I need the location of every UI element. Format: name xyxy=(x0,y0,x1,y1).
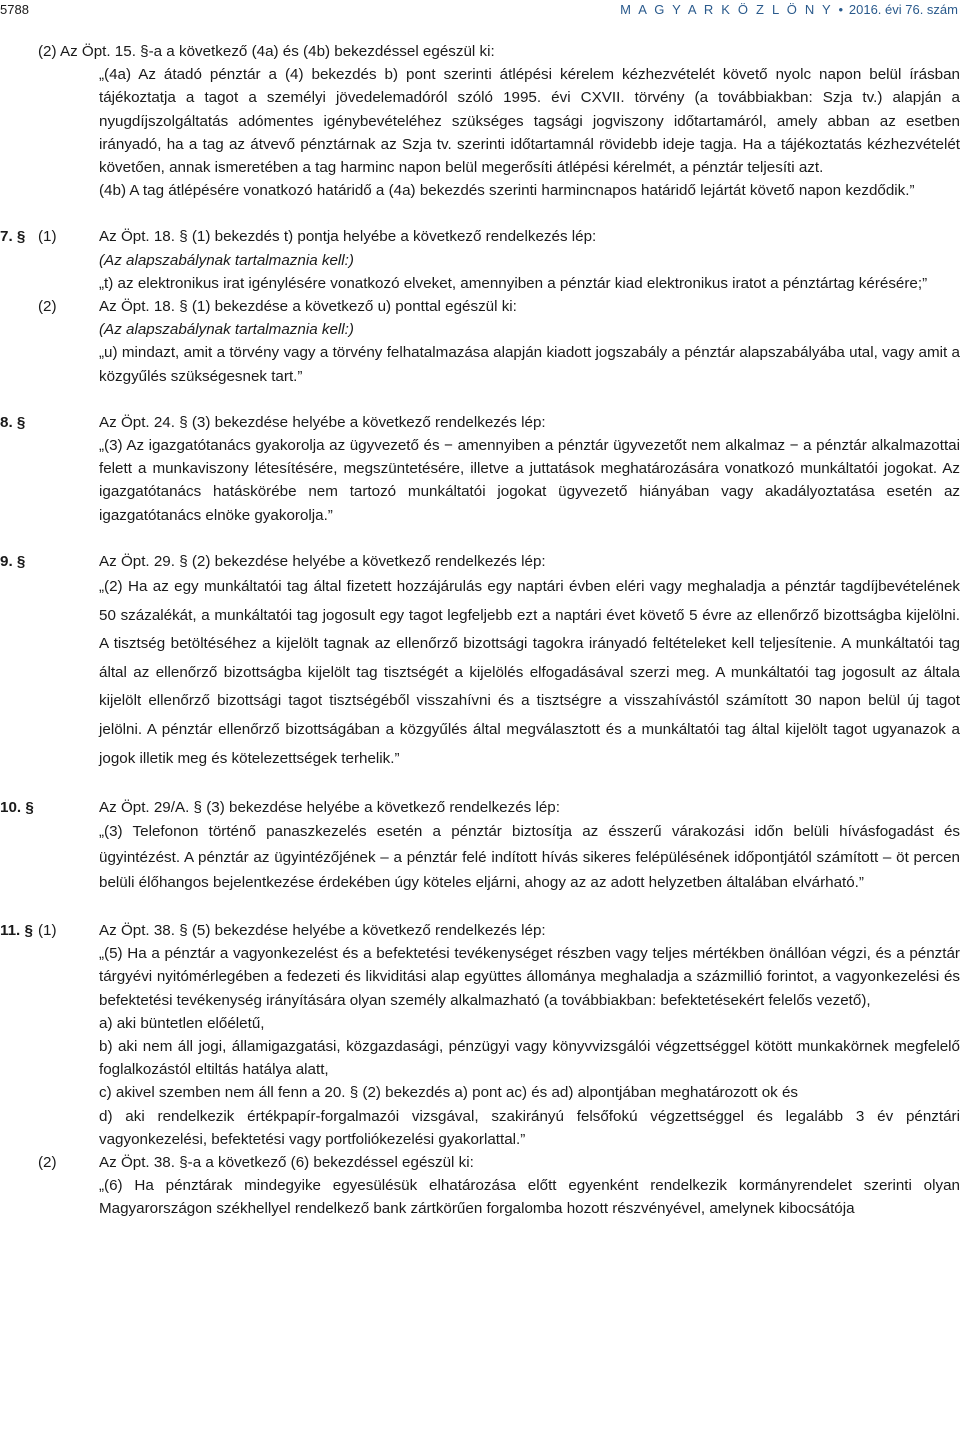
s7-paragraph-1-text: Az Öpt. 18. § (1) bekezdés t) pontja helyébe a következő rendelkezés lép: xyxy=(99,228,597,246)
section-9 xyxy=(0,550,960,573)
s9-text: Az Öpt. 29. § (2) bekezdése helyébe a következő rendelkezés lép: xyxy=(99,552,546,570)
s11-paragraph-1-quote: „(5) Ha a pénztár a vagyonkezelést és a befektetési tevékenységet részben vagy teljes mértékben önállóan végzi, és a pénztár tárgyévi nyitómérlegében a fedezeti és likviditási alap együttes állománya meghaladja a százmillió forintot, a vagyonkezelési és befektetési tevékenység irányítására olyan személy alkalmazható (a továbbiakban: befektetésekért felelős vezető), xyxy=(99,945,960,1009)
s10-text: Az Öpt. 29/A. § (3) bekezdése helyébe a következő rendelkezés lép: xyxy=(99,799,560,817)
section-11 xyxy=(0,919,960,942)
s11-paragraph-1-number: (1) xyxy=(38,921,57,939)
s11-paragraph-2-text: Az Öpt. 38. §-a a következő (6) bekezdéssel egészül ki: xyxy=(99,1153,474,1171)
s11-paragraph-2 xyxy=(0,1151,960,1174)
section-8-number: 8. § xyxy=(0,413,26,431)
section-10-number: 10. § xyxy=(0,799,34,817)
s7-paragraph-2-italic: (Az alapszabálynak tartalmaznia kell:) xyxy=(99,321,354,339)
s11-paragraph-2-number: (2) xyxy=(38,1153,57,1171)
s8-text: Az Öpt. 24. § (3) bekezdése helyébe a következő rendelkezés lép: xyxy=(99,413,546,431)
s7-paragraph-1-number: (1) xyxy=(38,228,57,246)
s7-paragraph-2-quote: „u) mindazt, amit a törvény vagy a törvény felhatalmazása alapján kiadott jogszabály a pénztár alapszabályába utal, vagy amit a közgyűlés szükségesnek tart.” xyxy=(99,344,960,385)
s6-paragraph-4a: „(4a) Az átadó pénztár a (4) bekezdés b) pont szerinti átlépési kérelem kézhezvételét követő nyolc napon belül írásban tájékoztatja a tagot a személyi jövedelemadóról szóló 1995. évi CXVII. törvény (a továbbiakban: Szja tv.) alapján a nyugdíjszolgáltatás adómentes igénybevételéhez szükséges tagsági jogviszony időtartamáról, amely abban az esetben irányadó, ha a tag az átvevő pénztárnak az Szja tv. szerinti időtartamnál rövidebb ideje tagja. Ha a tájékoztatás kézhezvételét követően, annak ismeretében a tag harminc napon belül megerősíti átlépési kérelmét, a pénztár teljesíti azt. xyxy=(99,66,960,177)
section-7 xyxy=(0,225,960,248)
s6-paragraph-4b: (4b) A tag átlépésére vonatkozó határidő a (4a) bekezdés szerinti harmincnapos határidő lejártát követő napon kezdődik.” xyxy=(99,182,915,200)
s11-item-c: c) akivel szemben nem áll fenn a 20. § (2) bekezdés a) pont ac) és ad) alpontjában meghatározott ok és xyxy=(99,1084,799,1102)
s11-item-b: b) aki nem áll jogi, államigazgatási, közgazdasági, pénzügyi vagy könyvvizsgálói végzettséggel kötött munkakörnek megfelelő foglalkozástól eltiltás hatálya alatt, xyxy=(99,1037,960,1079)
journal-title: M A G Y A R K Ö Z L Ö N Y • 2016. évi 76. szám xyxy=(620,2,958,17)
journal-issue: 2016. évi 76. szám xyxy=(848,2,958,17)
s7-paragraph-1-italic: (Az alapszabálynak tartalmaznia kell:) xyxy=(99,251,354,269)
section-9-number: 9. § xyxy=(0,552,26,570)
page-header xyxy=(0,2,960,22)
section-7-number: 7. § xyxy=(0,228,26,246)
s7-paragraph-2-number: (2) xyxy=(38,298,57,316)
s10-quote: „(3) Telefonon történő panaszkezelés esetén a pénztár biztosítja az ésszerű várakozási időn belüli hívásfogadást és ügyintézést. A pénztár az ügyintézőjének – a pénztár felé indított hívás sikeres felépülésének időpontjától számított – öt percen belüli élőhangos bejelentkezése érdekében úgy köteles eljárni, ahogy az az adott helyzetben általában elvárható.” xyxy=(99,823,960,892)
s6-paragraph-2-intro: (2) Az Öpt. 15. §-a a következő (4a) és (4b) bekezdéssel egészül ki: xyxy=(38,43,495,60)
section-10 xyxy=(0,796,960,819)
journal-name: M A G Y A R K Ö Z L Ö N Y xyxy=(620,2,833,17)
s11-item-a: a) aki büntetlen előéletű, xyxy=(99,1014,265,1032)
section-8 xyxy=(0,411,960,434)
page-number: 5788 xyxy=(0,2,29,17)
s7-paragraph-2-text: Az Öpt. 18. § (1) bekezdése a következő u) ponttal egészül ki: xyxy=(99,298,517,316)
s11-paragraph-1-text: Az Öpt. 38. § (5) bekezdése helyébe a következő rendelkezés lép: xyxy=(99,921,546,939)
section-11-number: 11. § xyxy=(0,921,33,939)
document-body xyxy=(0,40,960,1221)
s11-paragraph-2-quote: „(6) Ha pénztárak mindegyike egyesülésük elhatározása előtt egyenként rendelkezik kormányrendelet szerinti olyan Magyarországon székhellyel rendelkező bank zártkörűen forgalomba hozott részvényével, amelynek kibocsátója xyxy=(99,1177,960,1218)
s7-paragraph-2 xyxy=(0,295,960,318)
s11-item-d: d) aki rendelkezik értékpapír-forgalmazói vizsgával, szakirányú felsőfokú végzettséggel és legalább 3 év pénztári vagyonkezelési, befektetési vagy portfoliókezelési gyakorlattal.” xyxy=(99,1107,960,1148)
s7-paragraph-1-quote: „t) az elektronikus irat igénylésére vonatkozó elveket, amennyiben a pénztár kiad elektronikus iratot a pénztártag kérésére;” xyxy=(99,274,928,292)
s8-quote: „(3) Az igazgatótanács gyakorolja az ügyvezető és − amennyiben a pénztár ügyvezetőt nem alkalmaz − a pénztár alkalmazottai felett a munkaviszony létesítésére, megszüntetésére, illetve a juttatások meghatározására vonatkozó munkáltatói jogokat. Az igazgatótanács hatáskörébe nem tartozó munkáltatói jogokat ügyvezető hiányában vagy akadályoztatása esetén az igazgatótanács elnöke gyakorolja.” xyxy=(99,437,960,524)
s9-quote: „(2) Ha az egy munkáltatói tag által fizetett hozzájárulás egy naptári évben eléri vagy meghaladja a pénztár tagdíjbevételének 50 százalékát, a munkáltatói tag jogosult egy tagot legfeljebb ezt a naptári évet követő 5 évre az ellenőrző bizottságba kijelölni. A tisztség betöltéséhez a kijelölt tagnak az ellenőrző bizottsági tagokra irányadó feltételeket kell teljesítenie. A munkáltatói tag által az ellenőrző bizottságba kijelölt tag tisztségét a kijelölés elfogadásával szerzi meg. A munkáltatói tag jogosult az általa kijelölt ellenőrző bizottsági tagot tisztségéből visszahívni és a tisztségre a visszahívástól számított 30 napon belül új tagot jelölni. A pénztár ellenőrző bizottságában a közgyűlés által megválasztott és a munkáltatói tag által kijelölt tagot ugyanazok a jogok illetik meg és kötelezettségek terhelik.” xyxy=(99,578,960,767)
